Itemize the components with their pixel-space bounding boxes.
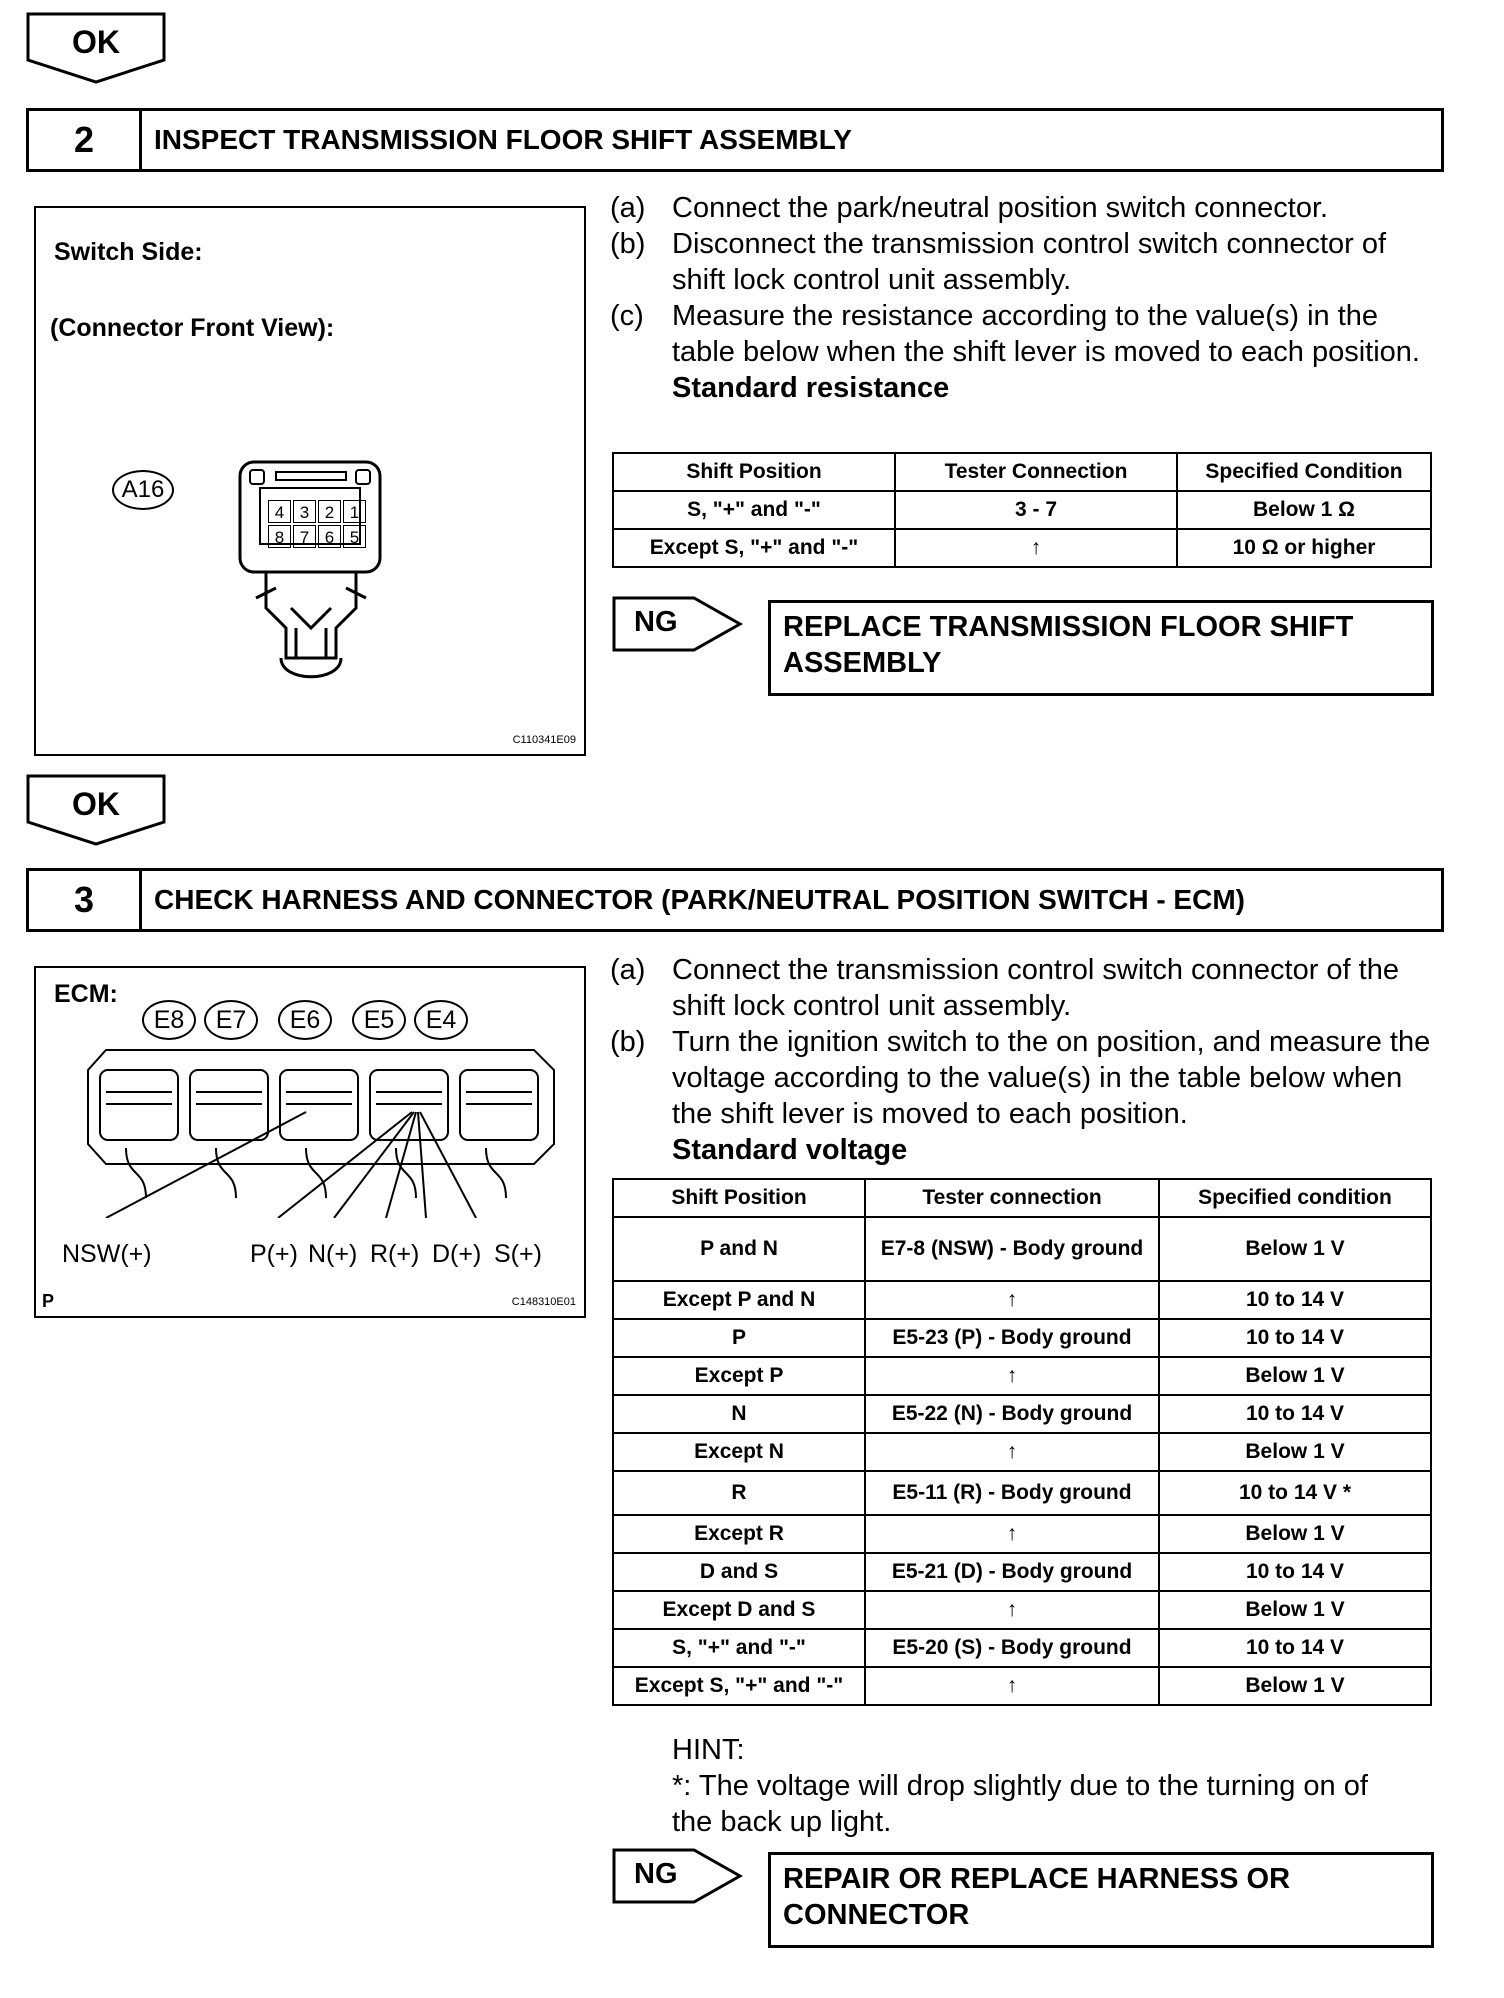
table-cell: Except P — [613, 1357, 865, 1395]
terminal-label: S(+) — [494, 1240, 542, 1268]
column-header: Specified condition — [1159, 1179, 1431, 1217]
step-number: 2 — [29, 111, 142, 169]
step-2-instructions — [610, 190, 1440, 406]
terminal-label: P(+) — [250, 1240, 298, 1268]
table-cell: 10 to 14 V — [1159, 1281, 1431, 1319]
instruction-text: Turn the ignition switch to the on position, and measure the voltage according to the value(s) in the table below when the shift lever is moved to each position. — [672, 1026, 1431, 1130]
instruction-item — [610, 952, 1440, 1024]
table-cell: Below 1 V — [1159, 1217, 1431, 1281]
switch-connector-icon — [236, 458, 386, 688]
ng-indicator — [612, 1848, 744, 1908]
step-2-header — [26, 108, 1444, 172]
table-cell: ↑ — [865, 1433, 1159, 1471]
table-row — [613, 1357, 1431, 1395]
table-cell: ↑ — [895, 529, 1177, 567]
table-cell: Except D and S — [613, 1591, 865, 1629]
column-header: Shift Position — [613, 1179, 865, 1217]
pin: 8 — [268, 525, 291, 548]
table-cell: Except S, "+" and "-" — [613, 529, 895, 567]
voltage-table — [612, 1178, 1432, 1706]
hint-text: *: The voltage will drop slightly due to the turning on of the back up light. — [672, 1770, 1368, 1838]
step-3-instructions — [610, 952, 1440, 1168]
table-cell: Below 1 V — [1159, 1515, 1431, 1553]
step-number: 3 — [29, 871, 142, 929]
table-row — [613, 1667, 1431, 1705]
table-row — [613, 1433, 1431, 1471]
connector-badge: E5 — [352, 1000, 406, 1040]
table-cell: ↑ — [865, 1515, 1159, 1553]
table-row — [613, 1629, 1431, 1667]
standard-label: Standard resistance — [672, 372, 950, 404]
table-cell: 10 to 14 V — [1159, 1319, 1431, 1357]
switch-connector-figure — [34, 206, 586, 756]
front-view-label: (Connector Front View): — [50, 314, 335, 342]
ng-result-box: REPLACE TRANSMISSION FLOOR SHIFT ASSEMBLY — [768, 600, 1434, 696]
table-cell: Below 1 V — [1159, 1667, 1431, 1705]
table-cell: Below 1 V — [1159, 1357, 1431, 1395]
pin-grid — [268, 500, 366, 548]
step-3-header — [26, 868, 1444, 932]
table-row — [613, 1281, 1431, 1319]
figure-code: C110341E09 — [512, 734, 576, 746]
table-cell: S, "+" and "-" — [613, 491, 895, 529]
column-header: Shift Position — [613, 453, 895, 491]
ecm-label: ECM: — [54, 980, 118, 1008]
table-cell: E7-8 (NSW) - Body ground — [865, 1217, 1159, 1281]
table-row — [613, 1395, 1431, 1433]
pin: 6 — [318, 525, 341, 548]
ecm-connector-icon — [86, 1048, 556, 1218]
instruction-item — [610, 1024, 1440, 1132]
instruction-label: (b) — [610, 1026, 646, 1058]
table-cell: E5-20 (S) - Body ground — [865, 1629, 1159, 1667]
instruction-text: Measure the resistance according to the value(s) in the table below when the shift lever is moved to each position. — [672, 300, 1420, 368]
table-row — [613, 1319, 1431, 1357]
column-header: Specified Condition — [1177, 453, 1431, 491]
table-row — [613, 1553, 1431, 1591]
terminal-label: R(+) — [370, 1240, 420, 1268]
ok-flag-top — [26, 12, 166, 84]
terminal-label: NSW(+) — [62, 1240, 152, 1268]
table-cell: 10 to 14 V — [1159, 1553, 1431, 1591]
table-row — [613, 1217, 1431, 1281]
column-header: Tester connection — [865, 1179, 1159, 1217]
table-cell: Below 1 Ω — [1177, 491, 1431, 529]
connector-badges — [142, 1000, 468, 1040]
table-row — [613, 529, 1431, 567]
table-row — [613, 1515, 1431, 1553]
table-cell: Below 1 V — [1159, 1433, 1431, 1471]
table-cell: Except S, "+" and "-" — [613, 1667, 865, 1705]
pin: 3 — [293, 500, 316, 523]
instruction-label: (c) — [610, 300, 644, 332]
table-cell: 3 - 7 — [895, 491, 1177, 529]
column-header: Tester Connection — [895, 453, 1177, 491]
connector-badge: E6 — [278, 1000, 332, 1040]
table-row — [613, 1471, 1431, 1515]
instruction-text: Connect the transmission control switch connector of the shift lock control unit assembly. — [672, 954, 1399, 1022]
instruction-label: (a) — [610, 954, 646, 986]
ng-indicator — [612, 596, 744, 656]
table-cell: 10 to 14 V * — [1159, 1471, 1431, 1515]
table-cell: Except R — [613, 1515, 865, 1553]
instruction-label: (b) — [610, 228, 646, 260]
table-cell: S, "+" and "-" — [613, 1629, 865, 1667]
table-row — [613, 491, 1431, 529]
ok-flag-middle — [26, 774, 166, 846]
connector-badge: E8 — [142, 1000, 196, 1040]
connector-badge: E4 — [414, 1000, 468, 1040]
pin: 4 — [268, 500, 291, 523]
ecm-connector-figure — [34, 966, 586, 1318]
table-row — [613, 1591, 1431, 1629]
terminal-label: N(+) — [308, 1240, 358, 1268]
step-title: CHECK HARNESS AND CONNECTOR (PARK/NEUTRAL POSITION SWITCH - ECM) — [154, 884, 1245, 915]
instruction-item — [610, 226, 1440, 298]
pin: 5 — [343, 525, 366, 548]
table-cell: 10 to 14 V — [1159, 1395, 1431, 1433]
switch-side-label: Switch Side: — [54, 238, 203, 266]
instruction-item — [610, 298, 1440, 370]
table-cell: Except N — [613, 1433, 865, 1471]
step-title: INSPECT TRANSMISSION FLOOR SHIFT ASSEMBLY — [154, 124, 852, 155]
table-cell: ↑ — [865, 1357, 1159, 1395]
table-cell: Except P and N — [613, 1281, 865, 1319]
table-cell: Below 1 V — [1159, 1591, 1431, 1629]
standard-label: Standard voltage — [672, 1134, 908, 1166]
table-cell: 10 Ω or higher — [1177, 529, 1431, 567]
pin: 2 — [318, 500, 341, 523]
table-cell: E5-23 (P) - Body ground — [865, 1319, 1159, 1357]
table-cell: E5-21 (D) - Body ground — [865, 1553, 1159, 1591]
ok-label: OK — [72, 786, 120, 822]
table-cell: E5-11 (R) - Body ground — [865, 1471, 1159, 1515]
table-cell: D and S — [613, 1553, 865, 1591]
table-cell: ↑ — [865, 1591, 1159, 1629]
instruction-label: (a) — [610, 192, 646, 224]
pin: 1 — [343, 500, 366, 523]
table-cell: ↑ — [865, 1281, 1159, 1319]
table-cell: P — [613, 1319, 865, 1357]
connector-id-badge: A16 — [112, 470, 174, 510]
corner-mark: P — [42, 1291, 55, 1311]
resistance-table — [612, 452, 1432, 568]
table-cell: N — [613, 1395, 865, 1433]
instruction-item — [610, 190, 1440, 226]
connector-badge: E7 — [204, 1000, 258, 1040]
ng-result-box: REPAIR OR REPLACE HARNESS OR CONNECTOR — [768, 1852, 1434, 1948]
pin: 7 — [293, 525, 316, 548]
terminal-label: D(+) — [432, 1240, 482, 1268]
figure-code: C148310E01 — [511, 1296, 576, 1308]
instruction-text: Disconnect the transmission control switch connector of shift lock control unit assembly. — [672, 228, 1387, 296]
table-cell: E5-22 (N) - Body ground — [865, 1395, 1159, 1433]
table-cell: P and N — [613, 1217, 865, 1281]
ok-label: OK — [72, 24, 120, 60]
table-cell: ↑ — [865, 1667, 1159, 1705]
ng-label: NG — [634, 1858, 678, 1890]
hint-label: HINT: — [672, 1734, 745, 1766]
hint-block — [672, 1732, 1412, 1840]
table-cell: 10 to 14 V — [1159, 1629, 1431, 1667]
ng-label: NG — [634, 606, 678, 638]
table-cell: R — [613, 1471, 865, 1515]
instruction-text: Connect the park/neutral position switch connector. — [672, 192, 1329, 224]
